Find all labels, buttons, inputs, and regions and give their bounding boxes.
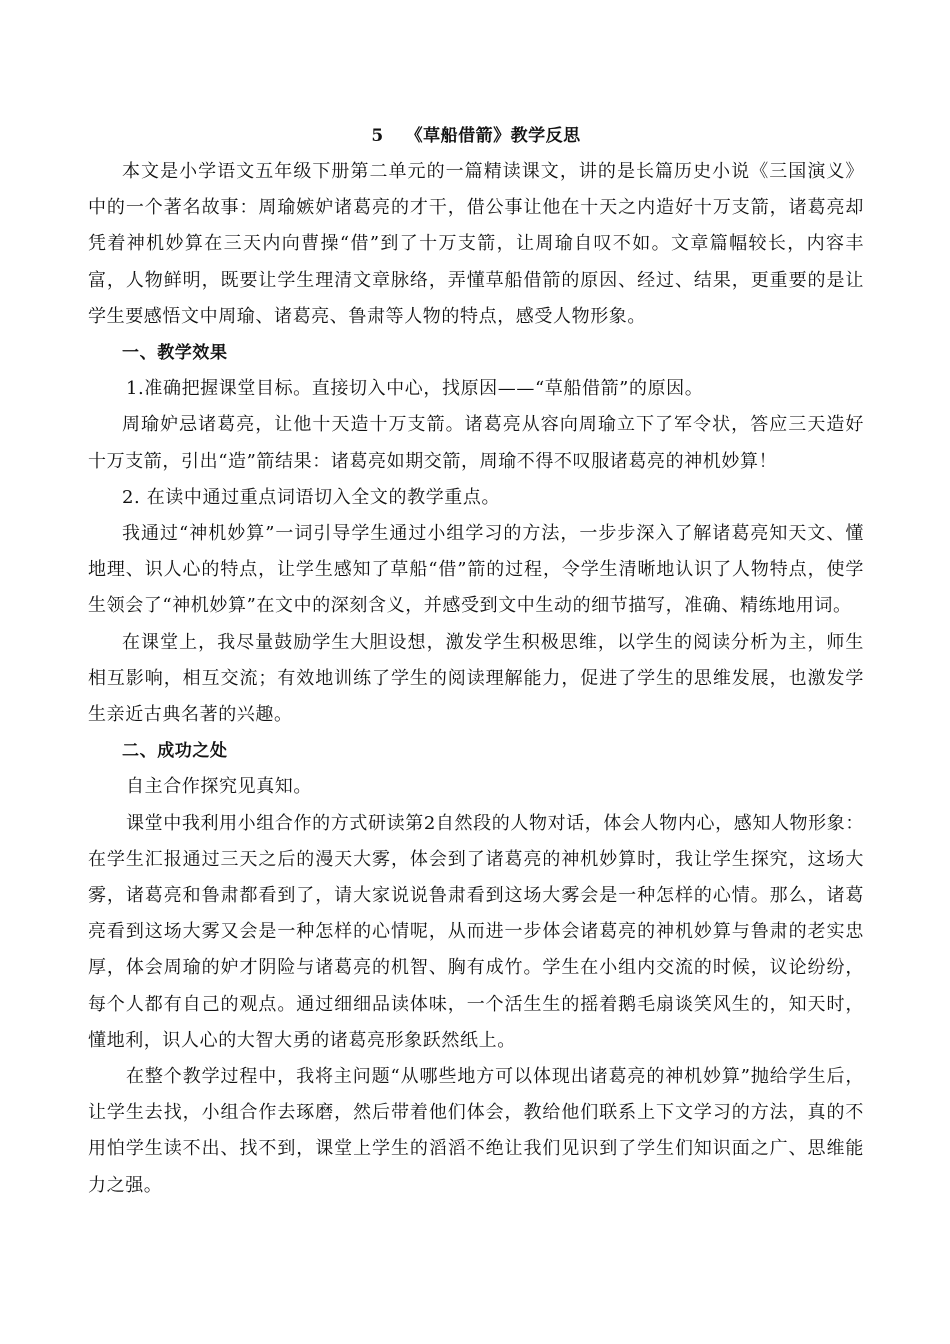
- paragraph: 周瑜妒忌诸葛亮，让他十天造十万支箭。诸葛亮从容向周瑜立下了军令状，答应三天造好十万支箭，引出“造”箭结果：诸葛亮如期交箭，周瑜不得不叹服诸葛亮的神机妙算！: [88, 414, 864, 472]
- page-title: [88, 118, 864, 154]
- paragraph: 在整个教学过程中，我将主问题“从哪些地方可以体现出诸葛亮的神机妙算”抛给学生后，让学生去找，小组合作去琢磨，然后带着他们体会，教给他们联系上下文学习的方法，真的不用怕学生读不出、找不到，课堂上学生的滔滔不绝让我们见识到了学生们知识面之广、思维能力之强。: [88, 1066, 864, 1196]
- paragraph: 自主合作探究见真知。: [126, 776, 312, 798]
- paragraph: 1.准确把握课堂目标。直接切入中心，找原因——“草船借箭”的原因。: [126, 378, 704, 400]
- paragraph: 2. 在读中通过重点词语切入全文的教学重点。: [122, 486, 501, 508]
- paragraph: 在课堂上，我尽量鼓励学生大胆设想，激发学生积极思维，以学生的阅读分析为主，师生相互影响，相互交流；有效地训练了学生的阅读理解能力，促进了学生的思维发展，也激发学生亲近古典名著的兴趣。: [88, 631, 864, 726]
- intro-paragraph: 本文是小学语文五年级下册第二单元的一篇精读课文，讲的是长篇历史小说《三国演义》中的一个著名故事：周瑜嫉妒诸葛亮的才干，借公事让他在十天之内造好十万支箭，诸葛亮却凭着神机妙算在三天内向曹操“借”到了十万支箭，让周瑜自叹不如。文章篇幅较长，内容丰富，人物鲜明，既要让学生理清文章脉络，弄懂草船借箭的原因、经过、结果，更重要的是让学生要感悟文中周瑜、诸葛亮、鲁肃等人物的特点，感受人物形象。: [88, 161, 864, 327]
- section-heading-teaching-effect: 一、教学效果: [122, 343, 228, 364]
- document-page: [88, 118, 864, 1204]
- paragraph: 我通过“神机妙算”一词引导学生通过小组学习的方法，一步步深入了解诸葛亮知天文、懂地理、识人心的特点，让学生感知了草船“借”箭的过程，令学生清晰地认识了人物特点，使学生领会了“神机妙算”在文中的深刻含义，并感受到文中生动的细节描写，准确、精练地用词。: [88, 523, 864, 617]
- title-text: 《草船借箭》教学反思: [405, 126, 581, 146]
- title-number: 5: [371, 126, 384, 146]
- paragraph: 课堂中我利用小组合作的方式研读第2自然段的人物对话，体会人物内心，感知人物形象：在学生汇报通过三天之后的漫天大雾，体会到了诸葛亮的神机妙算时，我让学生探究，这场大雾，诸葛亮和鲁肃都看到了，请大家说说鲁肃看到这场大雾会是一种怎样的心情。那么，诸葛亮看到这场大雾又会是一种怎样的心情呢，从而进一步体会诸葛亮的神机妙算与鲁肃的老实忠厚，体会周瑜的妒才阴险与诸葛亮的机智、胸有成竹。学生在小组内交流的时候，议论纷纷，每个人都有自己的观点。通过细细品读体味，一个活生生的摇着鹅毛扇谈笑风生的，知天时，懂地利，识人心的大智大勇的诸葛亮形象跃然纸上。: [88, 812, 864, 1051]
- section-heading-success: 二、成功之处: [122, 741, 228, 762]
